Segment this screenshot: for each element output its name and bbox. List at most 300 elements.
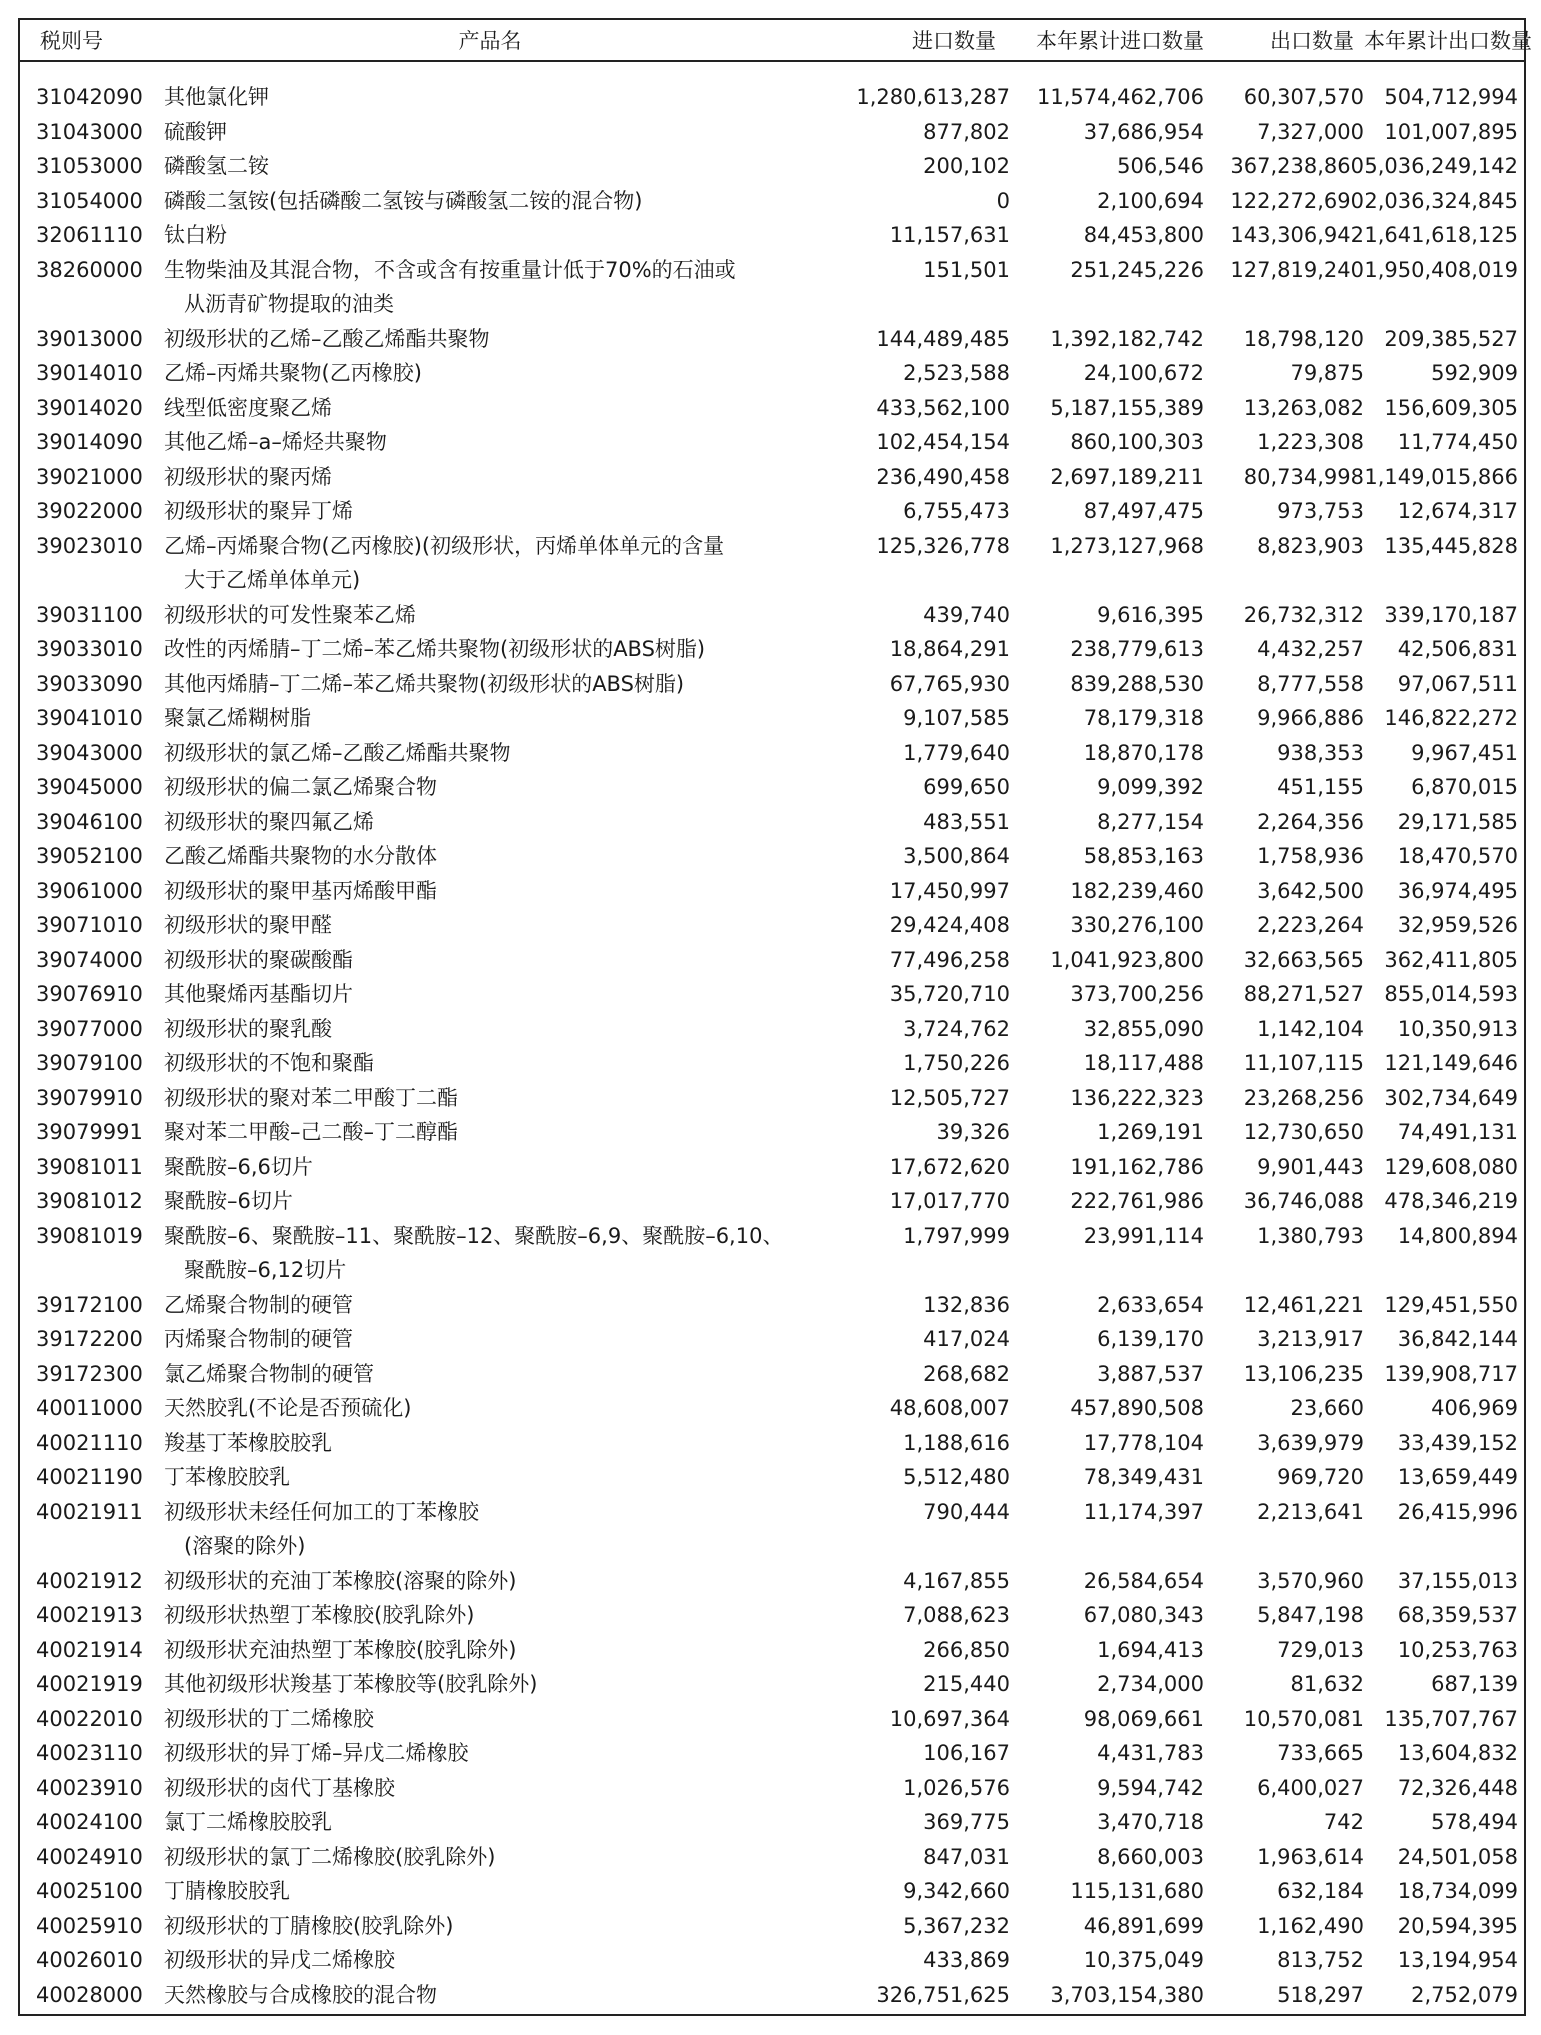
cell-export-ytd: 37,155,013 <box>1397 1568 1518 1593</box>
cell-name <box>156 598 816 633</box>
cell-name <box>156 632 816 667</box>
cell-export-qty: 742 <box>1323 1810 1364 1834</box>
cell-import-qty: 35,720,710 <box>889 982 1010 1006</box>
cell-export-qty: 3,639,979 <box>1257 1430 1364 1455</box>
cell-export-ytd: 32,959,526 <box>1397 913 1518 937</box>
cell-export-ytd: 13,604,832 <box>1397 1741 1518 1765</box>
cell-export-ytd: 362,411,805 <box>1384 947 1518 972</box>
cell-import-qty: 9,107,585 <box>903 706 1010 730</box>
cell-import-ytd: 8,660,003 <box>1097 1844 1204 1869</box>
cell-import-qty: 1,026,576 <box>903 1775 1010 1800</box>
cell-import-ytd: 2,100,694 <box>1097 188 1204 213</box>
table-row <box>20 1943 1524 1978</box>
cell-code: 39022000 <box>36 499 143 523</box>
cell-import-ytd: 9,099,392 <box>1097 775 1204 799</box>
cell-import-ytd: 26,584,654 <box>1083 1568 1204 1593</box>
cell-import-ytd: 3,470,718 <box>1097 1810 1204 1834</box>
table-row <box>20 1495 1524 1564</box>
cell-name-line1: 初级形状的卤代丁基橡胶 <box>164 1775 395 1800</box>
header-code: 税则号 <box>40 29 103 53</box>
cell-name-line1: 初级形状的充油丁苯橡胶(溶聚的除外) <box>164 1568 517 1593</box>
cell-name <box>156 218 816 253</box>
cell-export-qty: 729,013 <box>1277 1637 1364 1662</box>
cell-export-ytd: 1,149,015,866 <box>1364 464 1518 489</box>
cell-export-qty: 9,966,886 <box>1257 706 1364 730</box>
table-row <box>20 322 1524 357</box>
cell-export-ytd: 101,007,895 <box>1384 119 1518 144</box>
cell-import-qty: 18,864,291 <box>889 637 1010 661</box>
cell-code: 39076910 <box>36 982 143 1006</box>
cell-import-ytd: 1,041,923,800 <box>1050 947 1204 972</box>
cell-import-qty: 483,551 <box>923 809 1010 834</box>
cell-name-line1: 初级形状的聚甲醛 <box>164 913 332 937</box>
cell-import-ytd: 5,187,155,389 <box>1050 395 1204 420</box>
cell-import-ytd: 3,887,537 <box>1097 1361 1204 1386</box>
cell-export-ytd: 68,359,537 <box>1397 1603 1518 1627</box>
cell-export-qty: 12,730,650 <box>1243 1120 1364 1144</box>
cell-code: 40021911 <box>36 1499 143 1524</box>
cell-import-qty: 369,775 <box>923 1810 1010 1834</box>
cell-export-ytd: 578,494 <box>1431 1810 1518 1834</box>
cell-name-line1: 乙酸乙烯酯共聚物的水分散体 <box>164 844 437 868</box>
cell-code: 40021919 <box>36 1672 143 1696</box>
cell-import-qty: 439,740 <box>923 602 1010 627</box>
cell-name <box>156 356 816 391</box>
cell-name <box>156 736 816 771</box>
cell-export-ytd: 29,171,585 <box>1397 809 1518 834</box>
cell-export-qty: 6,400,027 <box>1257 1775 1364 1800</box>
cell-name <box>156 770 816 805</box>
cell-name-line1: 初级形状的聚乳酸 <box>164 1016 332 1041</box>
cell-import-ytd: 67,080,343 <box>1083 1603 1204 1627</box>
table-row <box>20 184 1524 219</box>
cell-export-ytd: 1,950,408,019 <box>1364 257 1518 282</box>
cell-name <box>156 322 816 357</box>
cell-import-qty: 5,512,480 <box>903 1465 1010 1489</box>
cell-export-qty: 3,570,960 <box>1257 1568 1364 1593</box>
cell-name-line1: 改性的丙烯腈–丁二烯–苯乙烯共聚物(初级形状的ABS树脂) <box>164 637 706 661</box>
cell-import-ytd: 4,431,783 <box>1097 1741 1204 1765</box>
cell-export-ytd: 10,350,913 <box>1397 1016 1518 1041</box>
cell-export-ytd: 42,506,831 <box>1397 637 1518 661</box>
cell-name-line1: 初级形状热塑丁苯橡胶(胶乳除外) <box>164 1603 475 1627</box>
cell-import-ytd: 1,392,182,742 <box>1050 326 1204 351</box>
cell-code: 39074000 <box>36 947 143 972</box>
cell-code: 40028000 <box>36 1982 143 2007</box>
cell-code: 31043000 <box>36 119 143 144</box>
cell-name <box>156 1667 816 1702</box>
cell-import-qty: 236,490,458 <box>876 464 1010 489</box>
cell-name <box>156 701 816 736</box>
cell-code: 39041010 <box>36 706 143 730</box>
cell-export-qty: 451,155 <box>1277 775 1364 799</box>
cell-import-ytd: 1,269,191 <box>1097 1120 1204 1144</box>
cell-import-ytd: 87,497,475 <box>1083 499 1204 523</box>
cell-export-qty: 813,752 <box>1277 1948 1364 1972</box>
cell-export-ytd: 687,139 <box>1431 1672 1518 1696</box>
table-row <box>20 1150 1524 1185</box>
table-row <box>20 977 1524 1012</box>
cell-name-line1: 钛白粉 <box>164 223 227 247</box>
cell-name <box>156 1736 816 1771</box>
cell-import-qty: 77,496,258 <box>889 947 1010 972</box>
cell-import-ytd: 251,245,226 <box>1070 257 1204 282</box>
cell-export-qty: 9,901,443 <box>1257 1154 1364 1179</box>
cell-name-line2: (溶聚的除外) <box>184 1534 306 1558</box>
cell-name-line1: 初级形状充油热塑丁苯橡胶(胶乳除外) <box>164 1637 517 1662</box>
cell-name-line1: 初级形状的氯丁二烯橡胶(胶乳除外) <box>164 1844 496 1869</box>
table-row <box>20 1805 1524 1840</box>
cell-export-ytd: 18,734,099 <box>1397 1879 1518 1903</box>
cell-name-line1: 初级形状的丁二烯橡胶 <box>164 1706 374 1731</box>
cell-name <box>156 1115 816 1150</box>
cell-code: 39013000 <box>36 326 143 351</box>
cell-import-qty: 10,697,364 <box>889 1706 1010 1731</box>
cell-import-ytd: 1,694,413 <box>1097 1637 1204 1662</box>
cell-import-qty: 877,802 <box>923 119 1010 144</box>
cell-export-qty: 1,142,104 <box>1257 1016 1364 1041</box>
cell-import-ytd: 58,853,163 <box>1083 844 1204 868</box>
cell-export-ytd: 2,036,324,845 <box>1364 188 1518 213</box>
cell-import-ytd: 24,100,672 <box>1083 361 1204 385</box>
cell-export-ytd: 6,870,015 <box>1411 775 1518 799</box>
cell-name <box>156 874 816 909</box>
table-row <box>20 632 1524 667</box>
cell-export-ytd: 26,415,996 <box>1397 1499 1518 1524</box>
cell-name-line1: 初级形状的偏二氯乙烯聚合物 <box>164 775 437 799</box>
cell-import-ytd: 17,778,104 <box>1083 1430 1204 1455</box>
cell-name-line1: 初级形状未经任何加工的丁苯橡胶 <box>164 1499 479 1524</box>
cell-import-qty: 0 <box>996 188 1010 213</box>
cell-export-qty: 2,264,356 <box>1257 809 1364 834</box>
cell-code: 39081019 <box>36 1223 143 1248</box>
cell-import-ytd: 860,100,303 <box>1070 430 1204 454</box>
cell-export-qty: 4,432,257 <box>1257 637 1364 661</box>
cell-name-line1: 乙烯–丙烯聚合物(乙丙橡胶)(初级形状，丙烯单体单元的含量 <box>164 533 725 558</box>
cell-import-ytd: 78,349,431 <box>1083 1465 1204 1489</box>
table-row <box>20 1046 1524 1081</box>
cell-code: 39023010 <box>36 533 143 558</box>
table-row <box>20 1736 1524 1771</box>
trade-table <box>18 18 1532 2016</box>
cell-export-qty: 1,162,490 <box>1257 1913 1364 1938</box>
cell-export-ytd: 135,707,767 <box>1384 1706 1518 1731</box>
cell-name <box>156 1702 816 1737</box>
cell-name-line1: 聚氯乙烯糊树脂 <box>164 706 311 730</box>
cell-code: 31042090 <box>36 85 143 109</box>
cell-import-ytd: 11,174,397 <box>1083 1499 1204 1524</box>
cell-code: 39172200 <box>36 1327 143 1351</box>
cell-name <box>156 115 816 150</box>
table-row <box>20 1909 1524 1944</box>
cell-export-qty: 122,272,690 <box>1230 188 1364 213</box>
cell-name-line1: 磷酸氢二铵 <box>164 154 269 178</box>
cell-name-line1: 初级形状的氯乙烯–乙酸乙烯酯共聚物 <box>164 740 511 765</box>
cell-name-line1: 初级形状的聚甲基丙烯酸甲酯 <box>164 878 437 903</box>
cell-import-ytd: 11,574,462,706 <box>1037 85 1204 109</box>
cell-name <box>156 460 816 495</box>
cell-code: 39081012 <box>36 1189 143 1213</box>
cell-export-qty: 26,732,312 <box>1243 602 1364 627</box>
cell-name <box>156 1391 816 1426</box>
cell-export-ytd: 20,594,395 <box>1397 1913 1518 1938</box>
table-row <box>20 1840 1524 1875</box>
cell-name <box>156 1426 816 1461</box>
cell-import-qty: 433,562,100 <box>876 395 1010 420</box>
cell-name-line1: 乙烯聚合物制的硬管 <box>164 1292 353 1317</box>
cell-name <box>156 1184 816 1219</box>
cell-import-ytd: 457,890,508 <box>1070 1396 1204 1420</box>
cell-code: 40024100 <box>36 1810 143 1834</box>
cell-import-qty: 215,440 <box>923 1672 1010 1696</box>
header-import-qty: 进口数量 <box>912 29 996 53</box>
cell-import-ytd: 115,131,680 <box>1070 1879 1204 1903</box>
cell-code: 39033010 <box>36 637 143 661</box>
table-row <box>20 1460 1524 1495</box>
cell-export-qty: 1,380,793 <box>1257 1223 1364 1248</box>
cell-name <box>156 1150 816 1185</box>
cell-export-ytd: 156,609,305 <box>1384 395 1518 420</box>
cell-name <box>156 1598 816 1633</box>
cell-name-line1: 初级形状的聚异丁烯 <box>164 499 353 523</box>
cell-name-line1: 丙烯聚合物制的硬管 <box>164 1327 353 1351</box>
cell-import-ytd: 191,162,786 <box>1070 1154 1204 1179</box>
cell-name-line1: 聚对苯二甲酸–己二酸–丁二醇酯 <box>164 1120 458 1144</box>
cell-import-ytd: 18,117,488 <box>1083 1051 1204 1075</box>
cell-import-ytd: 238,779,613 <box>1070 637 1204 661</box>
cell-export-qty: 36,746,088 <box>1243 1189 1364 1213</box>
cell-export-qty: 11,107,115 <box>1243 1051 1364 1075</box>
cell-import-ytd: 23,991,114 <box>1083 1223 1204 1248</box>
cell-export-qty: 32,663,565 <box>1243 947 1364 972</box>
cell-export-ytd: 97,067,511 <box>1397 671 1518 696</box>
cell-name-line1: 乙烯–丙烯共聚物(乙丙橡胶) <box>164 361 422 385</box>
cell-code: 31053000 <box>36 154 143 178</box>
cell-code: 39079910 <box>36 1085 143 1110</box>
cell-name-line1: 聚酰胺–6,6切片 <box>164 1154 313 1179</box>
table-row <box>20 1874 1524 1909</box>
cell-name-line1: 其他乙烯–a–烯烃共聚物 <box>164 430 387 454</box>
cell-import-ytd: 330,276,100 <box>1070 913 1204 937</box>
cell-name <box>156 1874 816 1909</box>
table-row <box>20 1771 1524 1806</box>
cell-import-ytd: 839,288,530 <box>1070 671 1204 696</box>
cell-name <box>156 80 816 115</box>
cell-name-line1: 磷酸二氢铵(包括磷酸二氢铵与磷酸氢二铵的混合物) <box>164 188 643 213</box>
cell-code: 39014020 <box>36 395 143 420</box>
cell-import-qty: 3,500,864 <box>903 844 1010 868</box>
table-row <box>20 839 1524 874</box>
cell-code: 39081011 <box>36 1154 143 1179</box>
cell-import-ytd: 2,697,189,211 <box>1050 464 1204 489</box>
cell-code: 38260000 <box>36 257 143 282</box>
cell-name-line1: 初级形状的聚对苯二甲酸丁二酯 <box>164 1085 458 1110</box>
cell-name-line1: 初级形状的不饱和聚酯 <box>164 1051 374 1075</box>
cell-name-line1: 初级形状的聚丙烯 <box>164 464 332 489</box>
table-row <box>20 1633 1524 1668</box>
table-row <box>20 1978 1524 2013</box>
cell-export-ytd: 36,842,144 <box>1397 1327 1518 1351</box>
cell-export-ytd: 13,194,954 <box>1397 1948 1518 1972</box>
table-row <box>20 1426 1524 1461</box>
cell-import-ytd: 136,222,323 <box>1070 1085 1204 1110</box>
cell-name <box>156 253 816 322</box>
cell-export-ytd: 10,253,763 <box>1397 1637 1518 1662</box>
cell-export-ytd: 129,608,080 <box>1384 1154 1518 1179</box>
cell-export-ytd: 302,734,649 <box>1384 1085 1518 1110</box>
cell-name-line1: 生物柴油及其混合物，不含或含有按重量计低于70%的石油或 <box>164 257 736 282</box>
table-row <box>20 80 1524 115</box>
cell-name-line1: 初级形状的异戊二烯橡胶 <box>164 1948 395 1972</box>
cell-import-qty: 3,724,762 <box>903 1016 1010 1041</box>
cell-export-qty: 7,327,000 <box>1257 119 1364 144</box>
cell-name <box>156 1633 816 1668</box>
cell-export-qty: 938,353 <box>1277 740 1364 765</box>
cell-import-ytd: 373,700,256 <box>1070 982 1204 1006</box>
cell-export-ytd: 24,501,058 <box>1397 1844 1518 1869</box>
cell-export-ytd: 5,036,249,142 <box>1364 154 1518 178</box>
cell-code: 40022010 <box>36 1706 143 1731</box>
table-row <box>20 908 1524 943</box>
cell-import-ytd: 8,277,154 <box>1097 809 1204 834</box>
cell-export-qty: 632,184 <box>1277 1879 1364 1903</box>
cell-code: 40025100 <box>36 1879 143 1903</box>
table-body <box>20 62 1524 2012</box>
cell-export-qty: 3,642,500 <box>1257 878 1364 903</box>
cell-name-line1: 天然胶乳(不论是否预硫化) <box>164 1396 412 1420</box>
cell-code: 39052100 <box>36 844 143 868</box>
cell-export-ytd: 855,014,593 <box>1384 982 1518 1006</box>
cell-code: 40025910 <box>36 1913 143 1938</box>
cell-export-qty: 88,271,527 <box>1243 982 1364 1006</box>
cell-code: 39021000 <box>36 464 143 489</box>
cell-import-qty: 17,017,770 <box>889 1189 1010 1213</box>
cell-export-qty: 18,798,120 <box>1243 326 1364 351</box>
cell-import-qty: 67,765,930 <box>889 671 1010 696</box>
cell-import-qty: 2,523,588 <box>903 361 1010 385</box>
cell-name-line1: 羧基丁苯橡胶胶乳 <box>164 1430 332 1455</box>
cell-import-qty: 268,682 <box>923 1361 1010 1386</box>
cell-name <box>156 1322 816 1357</box>
cell-export-qty: 2,223,264 <box>1257 913 1364 937</box>
cell-import-ytd: 2,734,000 <box>1097 1672 1204 1696</box>
cell-name <box>156 1943 816 1978</box>
cell-export-qty: 8,777,558 <box>1257 671 1364 696</box>
cell-export-qty: 12,461,221 <box>1243 1292 1364 1317</box>
cell-name-line1: 聚酰胺–6、聚酰胺–11、聚酰胺–12、聚酰胺–6,9、聚酰胺–6,10、 <box>164 1223 784 1248</box>
cell-name-line1: 线型低密度聚乙烯 <box>164 395 332 420</box>
table-header <box>20 20 1532 62</box>
cell-name <box>156 667 816 702</box>
cell-import-qty: 39,326 <box>936 1120 1010 1144</box>
table-row <box>20 1184 1524 1219</box>
cell-export-qty: 60,307,570 <box>1243 85 1364 109</box>
table-row <box>20 770 1524 805</box>
cell-code: 40011000 <box>36 1396 143 1420</box>
cell-code: 31054000 <box>36 188 143 213</box>
header-export-qty: 出口数量 <box>1270 29 1354 53</box>
cell-import-ytd: 182,239,460 <box>1070 878 1204 903</box>
cell-code: 40021913 <box>36 1603 143 1627</box>
cell-import-qty: 1,188,616 <box>903 1430 1010 1455</box>
cell-code: 40026010 <box>36 1948 143 1972</box>
cell-export-qty: 13,263,082 <box>1243 395 1364 420</box>
cell-export-ytd: 33,439,152 <box>1397 1430 1518 1455</box>
cell-export-ytd: 13,659,449 <box>1397 1465 1518 1489</box>
table-row <box>20 874 1524 909</box>
cell-import-ytd: 3,703,154,380 <box>1050 1982 1204 2007</box>
table-row <box>20 736 1524 771</box>
cell-export-ytd: 504,712,994 <box>1384 85 1518 109</box>
cell-export-qty: 973,753 <box>1277 499 1364 523</box>
cell-name <box>156 529 816 598</box>
cell-import-qty: 12,505,727 <box>889 1085 1010 1110</box>
table-row <box>20 667 1524 702</box>
table-row <box>20 805 1524 840</box>
cell-import-ytd: 506,546 <box>1117 154 1204 178</box>
cell-export-ytd: 12,674,317 <box>1397 499 1518 523</box>
cell-export-qty: 79,875 <box>1290 361 1364 385</box>
cell-name <box>156 1219 816 1288</box>
table-row <box>20 218 1524 253</box>
cell-export-qty: 2,213,641 <box>1257 1499 1364 1524</box>
cell-name <box>156 805 816 840</box>
cell-name <box>156 1288 816 1323</box>
cell-code: 40024910 <box>36 1844 143 1869</box>
cell-import-qty: 125,326,778 <box>876 533 1010 558</box>
cell-export-qty: 13,106,235 <box>1243 1361 1364 1386</box>
cell-name <box>156 1909 816 1944</box>
cell-export-qty: 127,819,240 <box>1230 257 1364 282</box>
table-row <box>20 115 1524 150</box>
cell-export-qty: 80,734,998 <box>1243 464 1364 489</box>
cell-export-ytd: 74,491,131 <box>1397 1120 1518 1144</box>
cell-name-line1: 天然橡胶与合成橡胶的混合物 <box>164 1982 437 2007</box>
cell-name-line1: 丁腈橡胶胶乳 <box>164 1879 290 1903</box>
table-row <box>20 356 1524 391</box>
table-row <box>20 598 1524 633</box>
cell-code: 39079100 <box>36 1051 143 1075</box>
cell-import-qty: 17,672,620 <box>889 1154 1010 1179</box>
cell-code: 40021110 <box>36 1430 143 1455</box>
cell-export-ytd: 9,967,451 <box>1411 740 1518 765</box>
cell-name-line1: 初级形状的异丁烯–异戊二烯橡胶 <box>164 1741 469 1765</box>
cell-code: 39071010 <box>36 913 143 937</box>
cell-export-qty: 8,823,903 <box>1257 533 1364 558</box>
cell-export-ytd: 11,774,450 <box>1397 430 1518 454</box>
cell-export-qty: 5,847,198 <box>1257 1603 1364 1627</box>
cell-name <box>156 425 816 460</box>
cell-export-qty: 1,758,936 <box>1257 844 1364 868</box>
cell-code: 39172300 <box>36 1361 143 1386</box>
cell-name <box>156 1978 816 2013</box>
table-row <box>20 1564 1524 1599</box>
cell-code: 40021912 <box>36 1568 143 1593</box>
cell-import-qty: 699,650 <box>923 775 1010 799</box>
cell-import-qty: 102,454,154 <box>876 430 1010 454</box>
cell-name <box>156 391 816 426</box>
cell-export-ytd: 139,908,717 <box>1384 1361 1518 1386</box>
cell-import-qty: 11,157,631 <box>889 223 1010 247</box>
cell-name <box>156 977 816 1012</box>
cell-code: 39046100 <box>36 809 143 834</box>
cell-export-qty: 518,297 <box>1277 1982 1364 2007</box>
table-row <box>20 1115 1524 1150</box>
cell-export-qty: 1,963,614 <box>1257 1844 1364 1869</box>
cell-import-ytd: 32,855,090 <box>1083 1016 1204 1041</box>
cell-export-qty: 23,660 <box>1290 1396 1364 1420</box>
table-row <box>20 529 1524 598</box>
